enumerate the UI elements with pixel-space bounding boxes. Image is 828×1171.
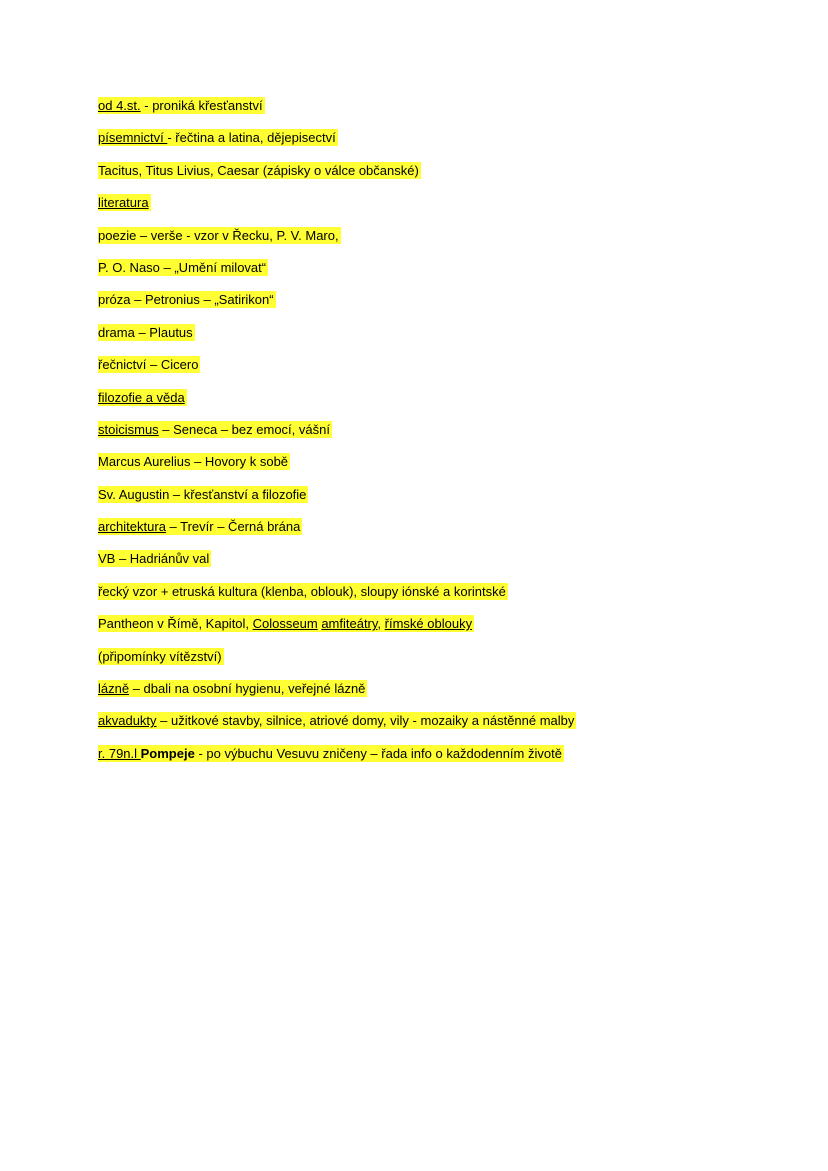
- text-line: [98, 356, 798, 388]
- underlined-text: akvadukty: [98, 713, 157, 729]
- highlighted-text: [98, 453, 290, 470]
- text-line: [98, 550, 798, 582]
- text-segment: (připomínky vítězství): [98, 648, 222, 664]
- highlighted-text: [98, 389, 187, 406]
- underlined-text: písemnictví: [98, 130, 168, 146]
- text-segment: - po výbuchu Vesuvu zničeny – řada info o každodenním životě: [194, 745, 562, 761]
- text-line: [98, 291, 798, 323]
- text-segment: poezie – verše - vzor v Řecku, P. V. Maro,: [98, 227, 339, 243]
- text-line: [98, 583, 798, 615]
- text-line: [98, 97, 798, 129]
- text-segment: Sv. Augustin – křesťanství a filozofie: [98, 486, 307, 502]
- highlighted-text: [98, 486, 308, 503]
- text-segment: Tacitus, Titus Livius, Caesar (zápisky o válce občanské): [98, 162, 419, 178]
- underlined-text: amfiteátry: [321, 616, 378, 632]
- highlighted-text: [98, 129, 338, 146]
- text-segment: řečnictví – Cicero: [98, 357, 199, 373]
- text-line: [98, 680, 798, 712]
- text-segment: VB – Hadriánův val: [98, 551, 210, 567]
- text-segment: Pantheon v Římě, Kapitol,: [98, 616, 253, 632]
- underlined-text: architektura: [98, 519, 166, 535]
- text-line: [98, 259, 798, 291]
- text-segment: - řečtina a latina, dějepisectví: [167, 130, 336, 146]
- text-line: [98, 615, 798, 647]
- highlighted-text: [98, 615, 474, 632]
- highlighted-text: [98, 227, 341, 244]
- highlighted-text: [98, 745, 564, 762]
- text-segment: P. O. Naso – „Umění milovat“: [98, 259, 267, 275]
- text-line: [98, 712, 798, 744]
- text-segment: drama – Plautus: [98, 324, 193, 340]
- text-segment: řecký vzor + etruská kultura (klenba, oblouk), sloupy iónské a korintské: [98, 583, 506, 599]
- text-line: [98, 129, 798, 161]
- highlighted-text: [98, 259, 268, 276]
- highlighted-text: [98, 518, 302, 535]
- underlined-text: Colosseum: [252, 616, 318, 632]
- text-line: [98, 453, 798, 485]
- highlighted-text: [98, 291, 276, 308]
- text-segment: – Trevír – Černá brána: [165, 519, 301, 535]
- text-line: [98, 227, 798, 259]
- text-segment: – dbali na osobní hygienu, veřejné lázně: [129, 681, 366, 697]
- text-segment: Marcus Aurelius – Hovory k sobě: [98, 454, 289, 470]
- highlighted-text: [98, 421, 332, 438]
- text-segment: próza – Petronius – „Satirikon“: [98, 292, 274, 308]
- bold-text: Pompeje: [140, 745, 195, 761]
- highlighted-text: [98, 194, 151, 211]
- highlighted-text: [98, 680, 367, 697]
- text-line: [98, 745, 798, 777]
- underlined-text: lázně: [98, 681, 130, 697]
- text-body: [98, 97, 798, 777]
- underlined-text: stoicismus: [98, 421, 159, 437]
- underlined-text: literatura: [98, 195, 149, 211]
- underlined-text: od 4.st.: [98, 98, 141, 113]
- highlighted-text: [98, 583, 508, 600]
- text-line: [98, 648, 798, 680]
- underlined-text: římské oblouky: [384, 616, 473, 632]
- text-segment: – Seneca – bez emocí, vášní: [158, 421, 330, 437]
- highlighted-text: [98, 712, 576, 729]
- highlighted-text: [98, 550, 211, 567]
- text-line: [98, 162, 798, 194]
- text-segment: ,: [377, 616, 385, 632]
- text-line: [98, 324, 798, 356]
- text-line: [98, 518, 798, 550]
- text-line: [98, 389, 798, 421]
- text-line: [98, 421, 798, 453]
- text-line: [98, 194, 798, 226]
- underlined-text: filozofie a věda: [98, 389, 185, 405]
- highlighted-text: [98, 324, 195, 341]
- highlighted-text: [98, 356, 200, 373]
- highlighted-text: [98, 162, 421, 179]
- text-segment: - proniká křesťanství: [140, 98, 263, 113]
- underlined-text: r. 79n.l: [98, 745, 141, 761]
- highlighted-text: [98, 648, 224, 665]
- text-segment: – užitkové stavby, silnice, atriové domy, vily - mozaiky a nástěnné malby: [156, 713, 575, 729]
- text-line: [98, 486, 798, 518]
- highlighted-text: [98, 97, 265, 114]
